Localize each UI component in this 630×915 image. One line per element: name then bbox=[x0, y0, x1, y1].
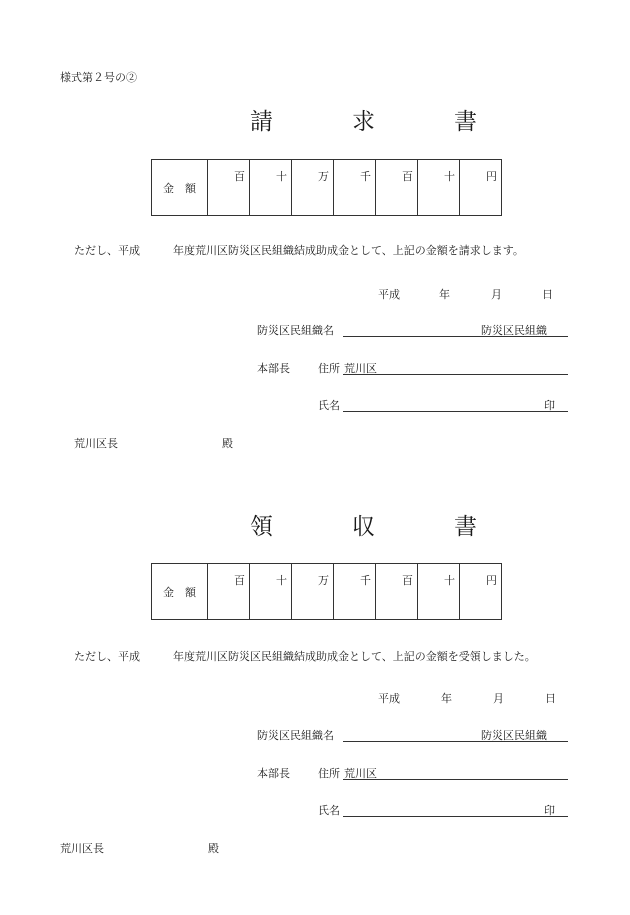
amount-label: 金 額 bbox=[152, 564, 208, 620]
invoice-amount-table bbox=[151, 159, 502, 216]
receipt-address-label: 住所 bbox=[318, 767, 340, 780]
receipt-org-label: 防災区民組織名 bbox=[257, 729, 334, 742]
amount-cell-hundred[interactable] bbox=[376, 160, 418, 216]
amount-cell-yen[interactable] bbox=[460, 160, 502, 216]
amount-cell-yen[interactable] bbox=[460, 564, 502, 620]
receipt-hq-label: 本部長 bbox=[257, 767, 290, 780]
receipt-addressee: 荒川区長 bbox=[60, 842, 104, 855]
digit-unit: 十 bbox=[444, 170, 455, 183]
invoice-date-month: 月 bbox=[491, 288, 502, 301]
invoice-hq-label: 本部長 bbox=[257, 362, 290, 375]
receipt-statement-body: 年度荒川区防災区民組織結成助成金として、上記の金額を受領しました。 bbox=[173, 650, 536, 663]
invoice-date-era: 平成 bbox=[378, 288, 400, 301]
digit-unit: 千 bbox=[360, 170, 371, 183]
invoice-name-label: 氏名 bbox=[318, 399, 340, 412]
digit-unit: 百 bbox=[234, 170, 245, 183]
invoice-seal-mark: 印 bbox=[544, 399, 555, 412]
invoice-address-value[interactable]: 荒川区 bbox=[344, 362, 377, 375]
invoice-statement-body: 年度荒川区防災区民組織結成助成金として、上記の金額を請求します。 bbox=[173, 244, 524, 257]
receipt-date-era: 平成 bbox=[378, 692, 400, 705]
receipt-date-year: 年 bbox=[441, 692, 452, 705]
receipt-org-value[interactable]: 防災区民組織 bbox=[481, 729, 547, 742]
digit-unit: 円 bbox=[486, 170, 497, 183]
invoice-address-label: 住所 bbox=[318, 362, 340, 375]
receipt-seal-mark: 印 bbox=[544, 804, 555, 817]
invoice-date-year: 年 bbox=[439, 288, 450, 301]
digit-unit: 百 bbox=[234, 574, 245, 587]
amount-label: 金 額 bbox=[152, 160, 208, 216]
digit-unit: 十 bbox=[276, 170, 287, 183]
amount-cell-ten-million[interactable] bbox=[250, 160, 292, 216]
invoice-title: 請 求 書 bbox=[250, 109, 505, 135]
receipt-name-label: 氏名 bbox=[318, 804, 340, 817]
amount-cell-thousand[interactable] bbox=[334, 160, 376, 216]
receipt-date-month: 月 bbox=[493, 692, 504, 705]
digit-unit: 万 bbox=[318, 170, 329, 183]
digit-unit: 万 bbox=[318, 574, 329, 587]
amount-cell-ten[interactable] bbox=[418, 564, 460, 620]
amount-cell-ten-thousand[interactable] bbox=[292, 160, 334, 216]
receipt-name-underline[interactable] bbox=[343, 816, 568, 817]
receipt-statement-prefix: ただし、平成 bbox=[74, 650, 140, 663]
amount-cell-thousand[interactable] bbox=[334, 564, 376, 620]
invoice-org-value[interactable]: 防災区民組織 bbox=[481, 324, 547, 337]
invoice-name-underline[interactable] bbox=[343, 411, 568, 412]
amount-cell-hundred[interactable] bbox=[376, 564, 418, 620]
amount-cell-ten-thousand[interactable] bbox=[292, 564, 334, 620]
receipt-address-value[interactable]: 荒川区 bbox=[344, 767, 377, 780]
receipt-date-day: 日 bbox=[545, 692, 556, 705]
amount-cell-hundred-million[interactable] bbox=[208, 160, 250, 216]
amount-cell-ten[interactable] bbox=[418, 160, 460, 216]
digit-unit: 千 bbox=[360, 574, 371, 587]
digit-unit: 十 bbox=[276, 574, 287, 587]
invoice-honorific: 殿 bbox=[222, 437, 233, 450]
digit-unit: 百 bbox=[402, 170, 413, 183]
invoice-statement-prefix: ただし、平成 bbox=[74, 244, 140, 257]
form-number: 様式第２号の② bbox=[60, 71, 137, 84]
receipt-honorific: 殿 bbox=[208, 842, 219, 855]
receipt-amount-table bbox=[151, 563, 502, 620]
digit-unit: 円 bbox=[486, 574, 497, 587]
digit-unit: 十 bbox=[444, 574, 455, 587]
amount-cell-ten-million[interactable] bbox=[250, 564, 292, 620]
invoice-addressee: 荒川区長 bbox=[74, 437, 118, 450]
receipt-title: 領 収 書 bbox=[250, 514, 505, 540]
amount-cell-hundred-million[interactable] bbox=[208, 564, 250, 620]
invoice-date-day: 日 bbox=[542, 288, 553, 301]
digit-unit: 百 bbox=[402, 574, 413, 587]
invoice-org-label: 防災区民組織名 bbox=[257, 324, 334, 337]
